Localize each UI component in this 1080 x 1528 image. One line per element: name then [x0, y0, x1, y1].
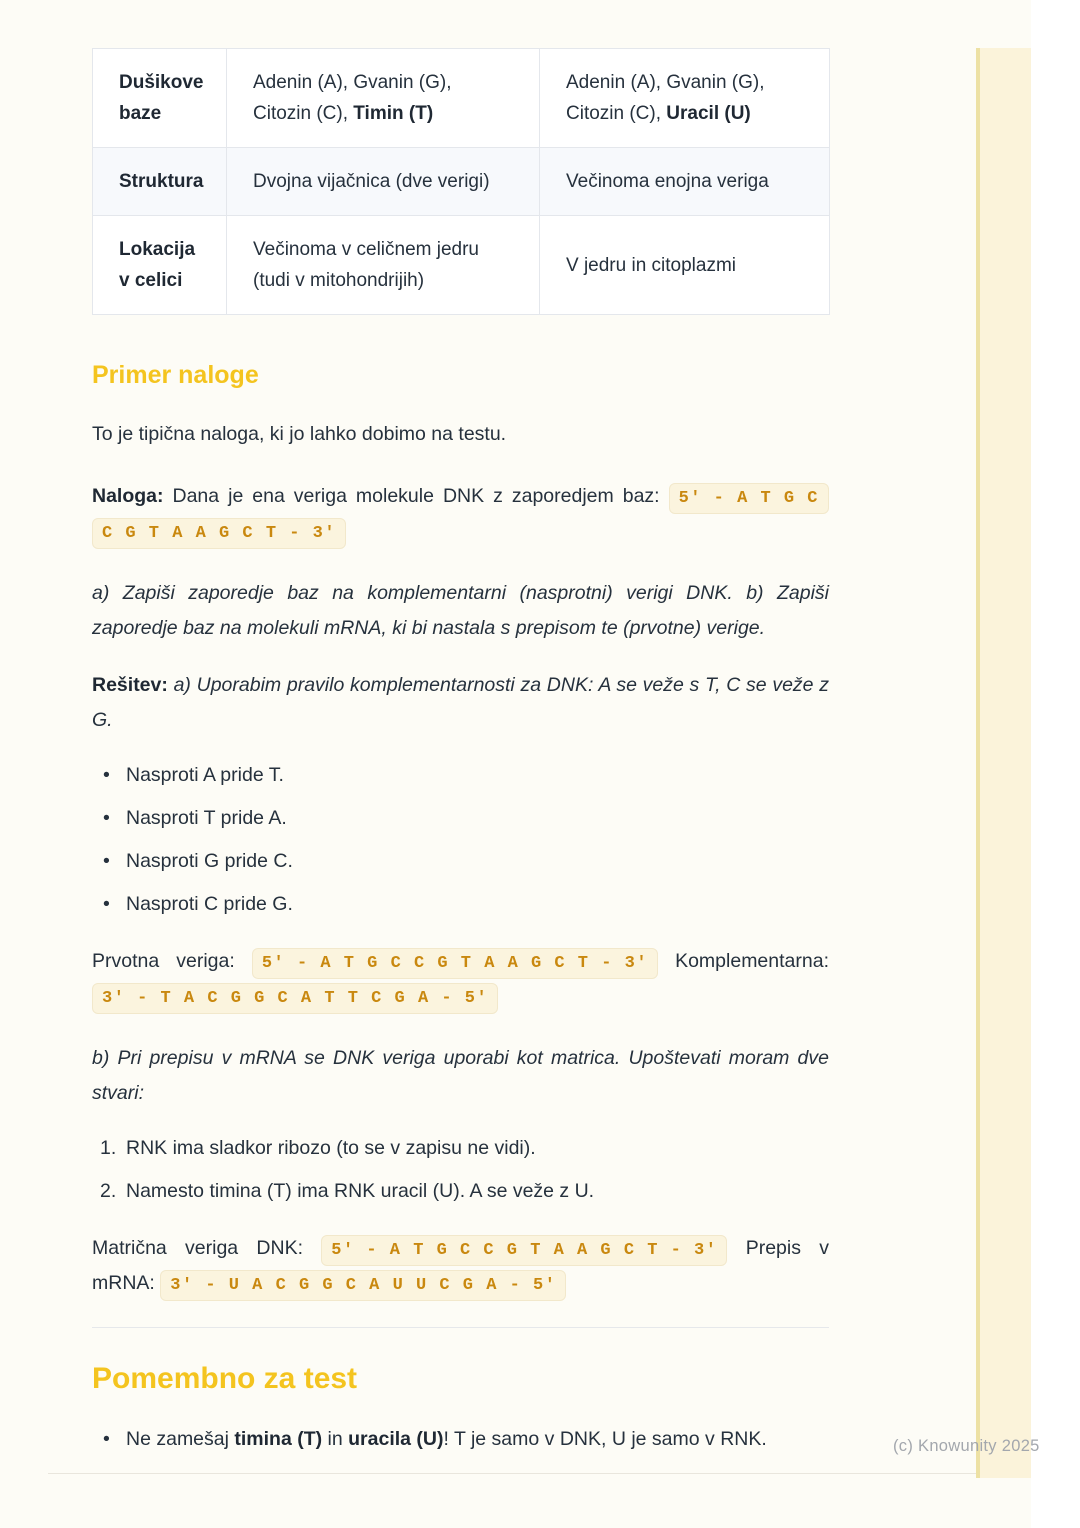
- page-bottom-edge: [48, 1473, 976, 1474]
- cell-text-bold: Uracil (U): [666, 103, 751, 124]
- cell-text-bold: Timin (T): [353, 103, 434, 124]
- original-strand-label: Prvotna veriga:: [92, 950, 252, 972]
- rnk-cell: [540, 49, 830, 148]
- cell-text: V jedru in citoplazmi: [566, 254, 737, 276]
- dnk-cell: [227, 49, 540, 148]
- complementary-strand-label: Komplementarna:: [658, 950, 829, 972]
- list-item: RNK ima sladkor ribozo (to se v zapisu ne vidi).: [126, 1137, 536, 1159]
- table-row: [93, 49, 830, 148]
- dna-sequence-chip: C G T A A G C T - 3': [92, 518, 346, 549]
- transcription-steps-list: [92, 1131, 829, 1209]
- rnk-cell: [540, 216, 830, 315]
- cell-text: Večinoma enojna veriga: [566, 171, 769, 192]
- document-content: [92, 0, 829, 1465]
- task-paragraph: [92, 479, 829, 549]
- solution-paragraph: [92, 668, 829, 738]
- cell-text: Adenin (A), Gvanin (G), Citozin (C),: [566, 72, 765, 124]
- cell-text: Večinoma v celičnem jedru (tudi v mitohondrijih): [253, 239, 479, 291]
- dna-sequence-chip: 5' - A T G C C G T A A G C T - 3': [321, 1235, 727, 1266]
- solution-text: a) Uporabim pravilo komplementarnosti za DNK: A se veže s T, C se veže z G.: [92, 674, 829, 731]
- note-bold: uracila (U): [348, 1428, 444, 1450]
- questions-paragraph: a) Zapiši zaporedje baz na komplementarni (nasprotni) verigi DNK. b) Zapiši zaporedje baz na molekuli mRNA, ki bi nastala s prepisom te (prvotne) verige.: [92, 582, 829, 639]
- list-item: Namesto timina (T) ima RNK uracil (U). A se veže z U.: [126, 1180, 595, 1202]
- row-label-cell: Dušikove baze: [93, 49, 227, 148]
- table-row: [93, 148, 830, 216]
- watermark: (c) Knowunity 2025: [893, 1437, 1040, 1455]
- transcript-paragraph: [92, 1231, 829, 1301]
- page-edge-ribbon: [976, 48, 1031, 1478]
- transcription-note-paragraph: b) Pri prepisu v mRNA se DNK veriga uporabi kot matrica. Upoštevati moram dve stvari:: [92, 1047, 829, 1104]
- task-label: Naloga:: [92, 485, 164, 507]
- mrna-label: Prepis v mRNA:: [92, 1237, 829, 1294]
- list-item: • Nasproti T pride A.: [92, 801, 829, 836]
- cell-text: Adenin (A), Gvanin (G), Citozin (C),: [253, 72, 452, 124]
- example-section-heading: Primer naloge: [92, 361, 259, 389]
- comparison-table: [92, 48, 830, 315]
- viewer-background-right: [1031, 0, 1080, 1528]
- dna-sequence-chip: 5' - A T G C C G T A A G C T - 3': [252, 948, 658, 979]
- pairing-rules-list: [92, 758, 829, 922]
- strands-paragraph: [92, 944, 829, 1014]
- cell-text: Dvojna vijačnica (dve verigi): [253, 171, 490, 192]
- dna-sequence-chip: 5' - A T G C: [669, 483, 829, 514]
- important-section-heading: Pomembno za test: [92, 1362, 358, 1395]
- note-text: Ne zamešaj: [126, 1428, 235, 1450]
- note-bold: timina (T): [234, 1428, 323, 1450]
- list-item: [92, 1422, 829, 1457]
- table-row: [93, 216, 830, 315]
- template-strand-label: Matrična veriga DNK:: [92, 1237, 322, 1259]
- dna-sequence-chip: 3' - T A C G G C A T T C G A - 5': [92, 983, 498, 1014]
- rna-sequence-chip: 3' - U A C G G C A U U C G A - 5': [160, 1270, 566, 1301]
- list-item: • Nasproti A pride T.: [92, 758, 829, 793]
- list-item: • Nasproti G pride C.: [92, 844, 829, 879]
- note-text: ! T je samo v DNK, U je samo v RNK.: [443, 1428, 767, 1450]
- intro-paragraph: To je tipična naloga, ki jo lahko dobimo na testu.: [92, 423, 507, 445]
- task-text: Dana je ena veriga molekule DNK z zaporedjem baz:: [163, 485, 669, 507]
- dnk-cell: [227, 148, 540, 216]
- section-divider: [92, 1327, 829, 1328]
- row-label-cell: Lokacija v celici: [93, 216, 227, 315]
- row-label-cell: Struktura: [93, 148, 227, 216]
- rnk-cell: [540, 148, 830, 216]
- list-item: • Nasproti C pride G.: [92, 887, 829, 922]
- solution-label: Rešitev:: [92, 674, 168, 696]
- important-notes-list: [92, 1422, 829, 1457]
- note-text: in: [322, 1428, 349, 1450]
- dnk-cell: [227, 216, 540, 315]
